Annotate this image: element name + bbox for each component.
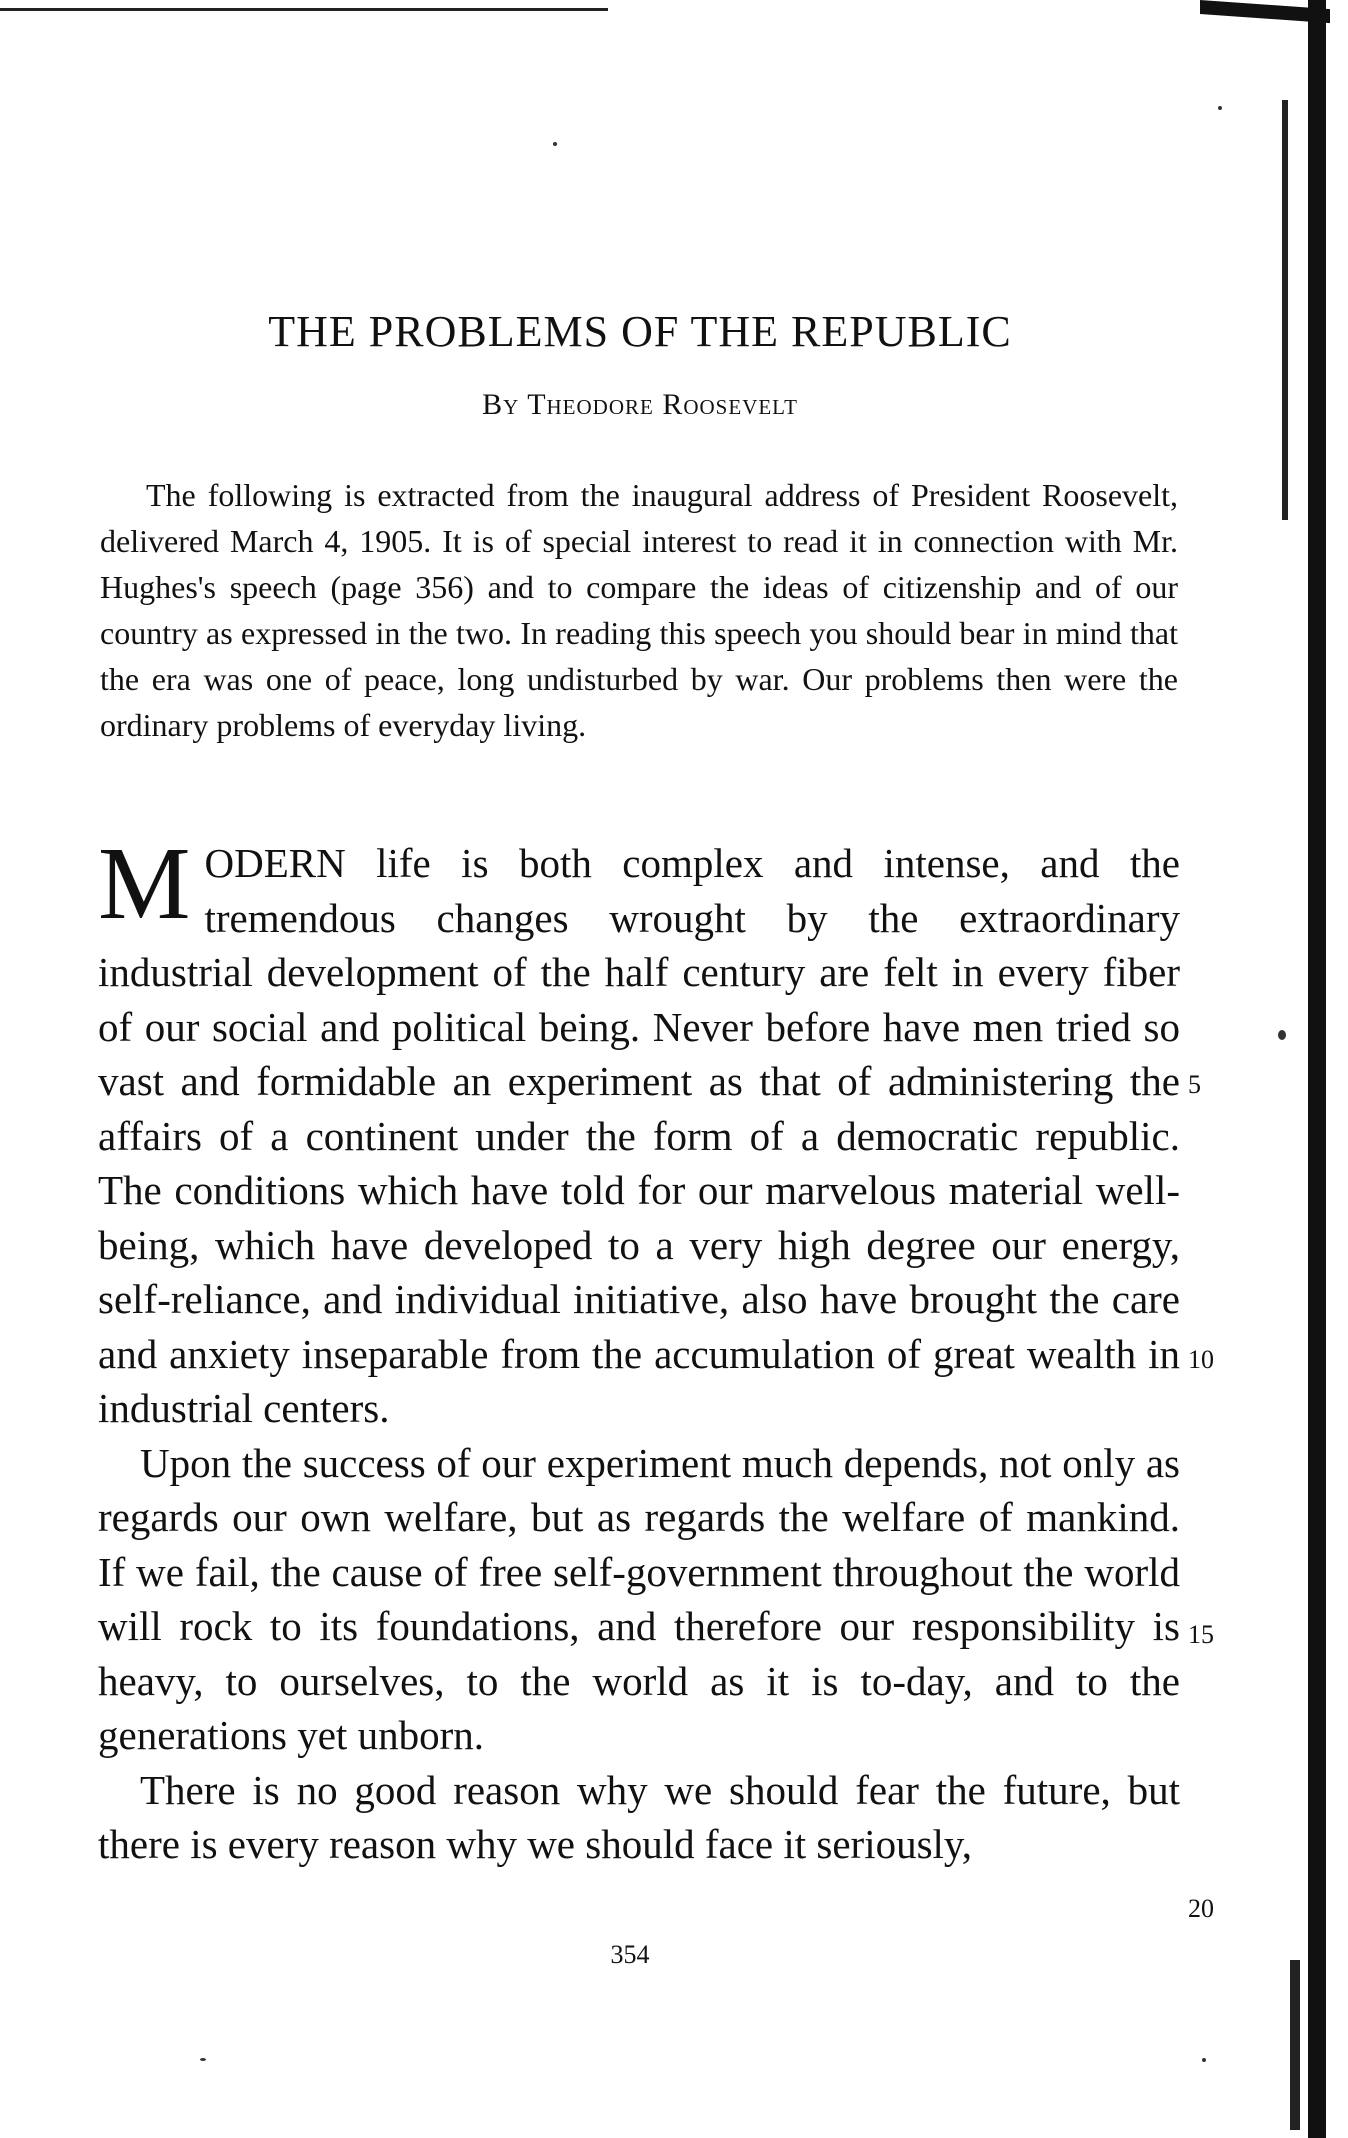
page-number: 354 xyxy=(610,1940,650,1969)
paragraph-2: Upon the success of our experiment much depends, not only as regards our own welfare, but as regards the welfare of mankind. If we fail, the cause of free self-government throughout the world will rock to its foundations, and therefore our responsibility is heavy, to ourselves, to the world as it is to-day, and to the generations yet unborn. xyxy=(98,1439,1180,1758)
top-rule xyxy=(0,8,608,11)
page-speck xyxy=(1202,2058,1206,2062)
page-speck xyxy=(1278,1030,1286,1040)
paragraph-3: There is no good reason why we should fear the future, but there is every reason why we should face it seriously, xyxy=(98,1766,1180,1867)
page-speck xyxy=(200,2058,206,2061)
article-title: THE PROBLEMS OF THE REPUBLIC xyxy=(268,307,1012,356)
page-speck xyxy=(1218,106,1222,110)
intro-paragraph: The following is extracted from the inaugural address of President Roosevelt, delivered March 4, 1905. It is of special interest to read it in connection with Mr. Hughes's speech (page 356) and to compare the ideas of citizenship and of our country as expressed in the two. In reading this speech you should bear in mind that the era was one of peace, long undisturbed by war. Our problems then were the ordinary problems of everyday living. xyxy=(100,477,1178,743)
line-number-5: 5 xyxy=(1188,1070,1201,1099)
paragraph-1-text: ODERN life is both complex and intense, and the tremendous changes wrought by the extraordinary industrial development of the half century are felt in every fiber of our social and political being. Never before have men tried so vast and formidable an experiment as that of administering the affairs of a continent under the form of a democratic republic. The conditions which have told for our marvelous material well-being, which have developed to a very high degree our energy, self-reliance, and individual initiative, also have brought the care and anxiety inseparable from the accumulation of great wealth in industrial centers. xyxy=(98,840,1180,1431)
line-number-20: 20 xyxy=(1188,1894,1214,1923)
drop-cap: M xyxy=(98,826,191,941)
page-binding-edge xyxy=(1308,0,1326,2138)
paragraph-1 xyxy=(98,826,1180,1436)
line-number-15: 15 xyxy=(1188,1620,1214,1649)
article-body xyxy=(98,826,1180,1872)
page-speck xyxy=(553,142,557,146)
article-byline: By Theodore Roosevelt xyxy=(482,388,798,421)
line-number-10: 10 xyxy=(1188,1345,1214,1374)
binding-shadow xyxy=(1282,100,1288,520)
editorial-introduction xyxy=(100,472,1178,748)
binding-shadow-bottom xyxy=(1290,1960,1300,2130)
